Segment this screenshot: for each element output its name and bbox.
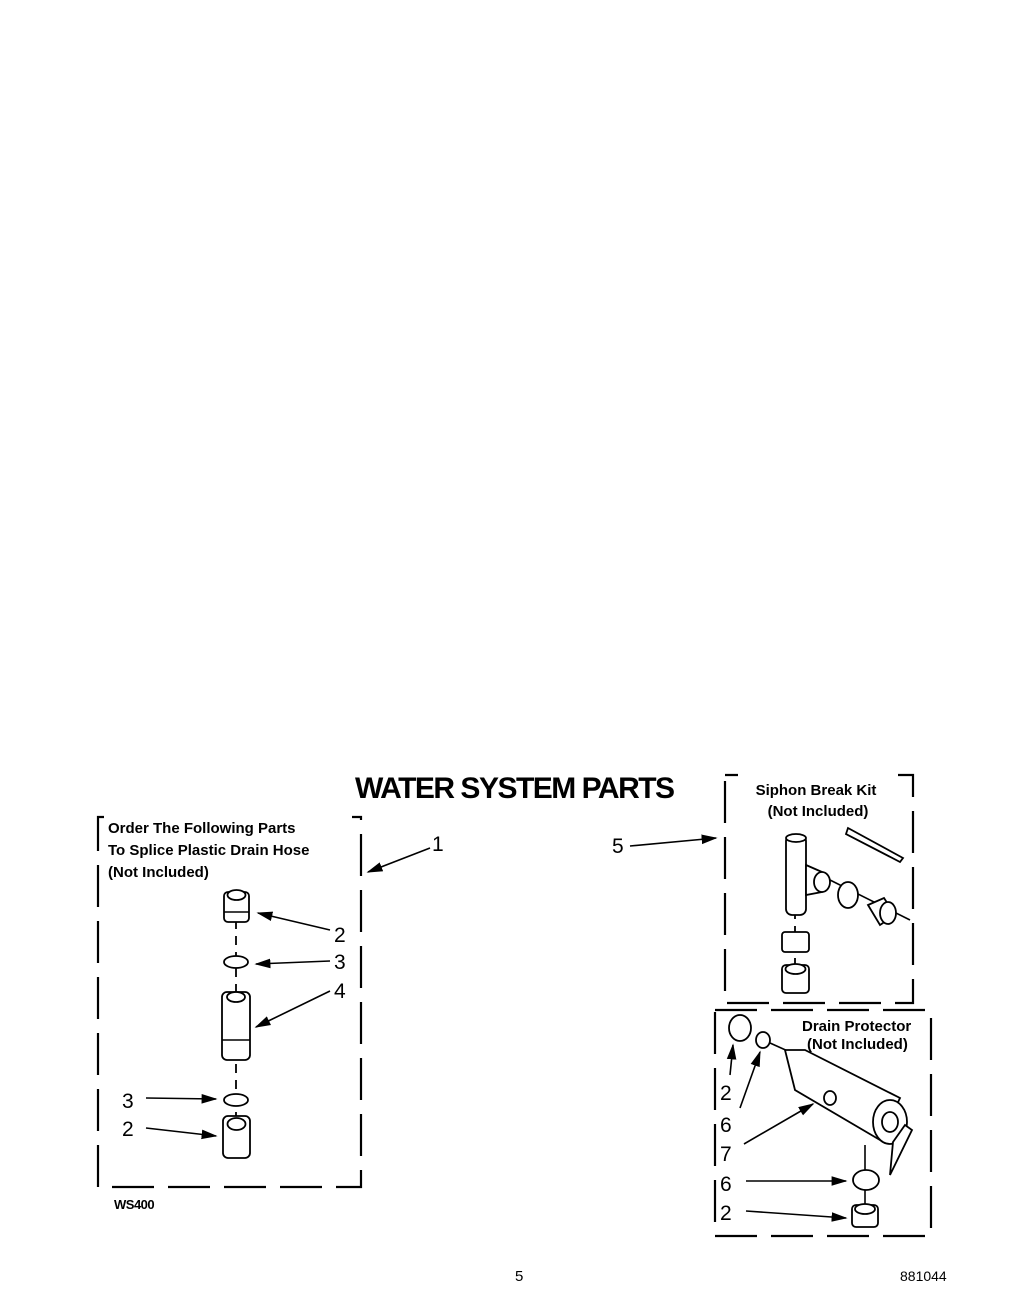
callout-2: 2 xyxy=(720,1082,732,1105)
hose-coupling-part xyxy=(224,890,249,922)
hose-clamp-part xyxy=(224,956,248,968)
drain-protector-line-1: Drain Protector xyxy=(802,1018,912,1035)
splice-kit-line-1: Order The Following Parts xyxy=(108,820,296,837)
figure-code: WS400 xyxy=(114,1197,155,1212)
drain-protector-group xyxy=(715,1010,931,1236)
hose-connector-part xyxy=(222,992,250,1060)
hose-clamp-part xyxy=(224,1094,248,1106)
drain-nut-part xyxy=(853,1170,879,1190)
callout-2: 2 xyxy=(334,924,346,947)
callout-5: 5 xyxy=(612,835,624,858)
hose-coupling-part xyxy=(223,1116,250,1158)
siphon-nut-part xyxy=(782,932,809,952)
drain-nut-part xyxy=(756,1032,770,1048)
callout-3: 3 xyxy=(334,951,346,974)
siphon-tee-part xyxy=(786,835,806,915)
callout-7: 7 xyxy=(720,1143,732,1166)
splice-kit-line-3: (Not Included) xyxy=(108,864,209,881)
siphon-pin-part xyxy=(846,828,903,862)
callout-3: 3 xyxy=(122,1090,134,1113)
page-title: WATER SYSTEM PARTS xyxy=(355,772,674,805)
splice-kit-line-2: To Splice Plastic Drain Hose xyxy=(108,842,310,859)
callout-6: 6 xyxy=(720,1114,732,1137)
siphon-kit-line-1: Siphon Break Kit xyxy=(755,782,877,799)
page-number: 5 xyxy=(515,1268,524,1285)
drain-coupling-part xyxy=(729,1015,751,1041)
siphon-kit-line-2: (Not Included) xyxy=(767,803,869,820)
document-number: 881044 xyxy=(900,1268,947,1284)
callout-4: 4 xyxy=(334,980,346,1003)
callout-6: 6 xyxy=(720,1173,732,1196)
callout-1: 1 xyxy=(432,833,444,856)
callout-2: 2 xyxy=(122,1118,134,1141)
drain-protector-line-2: (Not Included) xyxy=(807,1036,908,1053)
splice-kit-group xyxy=(98,813,444,1187)
callout-2: 2 xyxy=(720,1202,732,1225)
siphon-nut-part xyxy=(838,882,858,908)
